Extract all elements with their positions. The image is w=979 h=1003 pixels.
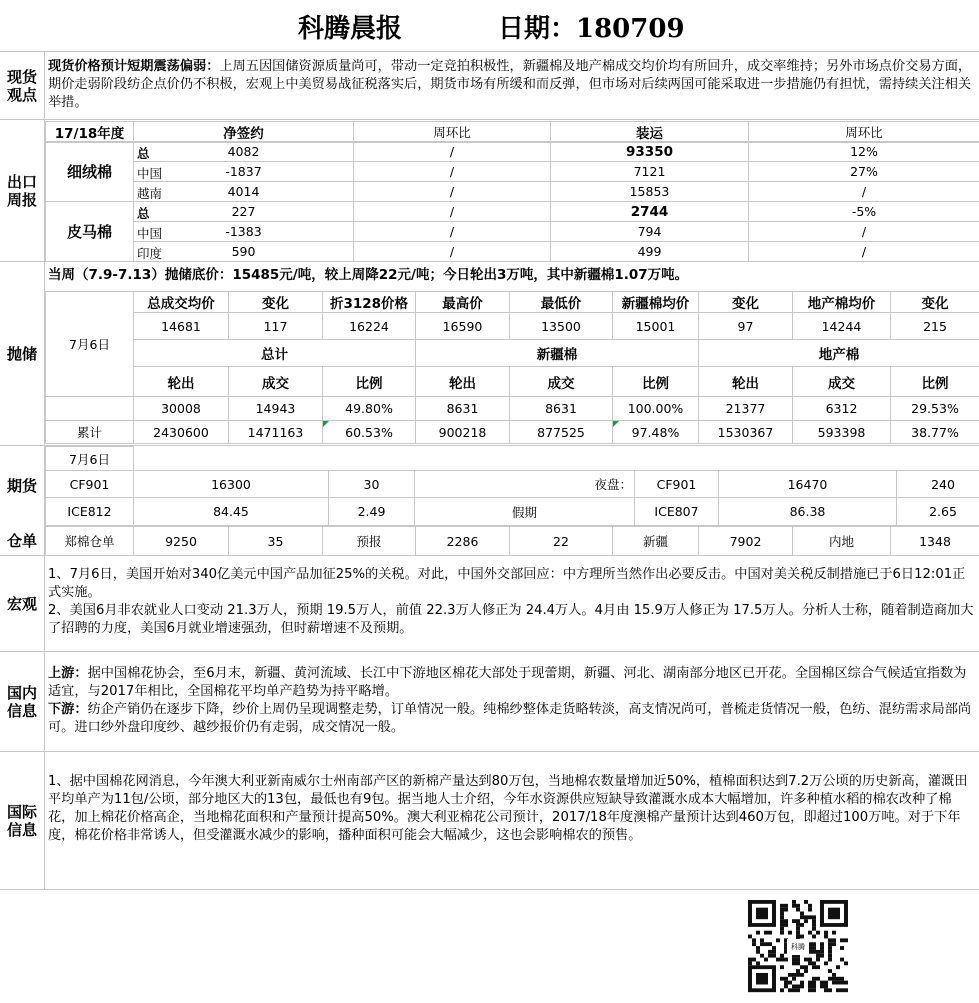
warehouse-cell: 22 [510, 527, 613, 556]
reserve-price-header: 变化 [229, 292, 323, 313]
futures-price: 86.38 [719, 498, 897, 526]
futures-label: 期货 [0, 446, 45, 526]
warehouse-cell: 35 [229, 527, 323, 556]
futures-change: 2.65 [897, 498, 979, 526]
futures-price: 84.45 [134, 498, 329, 526]
export-ship-wow: -5% [749, 202, 979, 222]
reserve-price-value: 15001 [613, 313, 699, 340]
reserve-label: 抛储 [0, 262, 45, 445]
reserve-group-row [46, 340, 979, 367]
export-ship-wow: 12% [749, 142, 979, 162]
reserve-price-header: 变化 [891, 292, 979, 313]
reserve-cum-value: 60.53% [323, 421, 416, 444]
report-date: 日期：180709 [498, 14, 685, 44]
futures-price: 16470 [719, 471, 897, 498]
export-header-net-wow: 周环比 [354, 122, 551, 143]
reserve-sub-header: 成交 [793, 367, 891, 397]
export-net-wow: / [354, 182, 551, 202]
reserve-summary: 当周（7.9-7.13）抛储底价：15485元/吨，较上周降22元/吨；今日轮出3万吨，其中新疆棉1.07万吨。 [48, 267, 689, 283]
export-net: -1383 [225, 224, 262, 239]
export-ship: 2744 [551, 202, 749, 222]
reserve-day-value: 29.53% [891, 397, 979, 421]
export-ship-wow: 27% [749, 162, 979, 182]
reserve-sub-header-row [46, 367, 979, 397]
export-region: 中国 [137, 226, 163, 241]
warehouse-cell: 9250 [134, 527, 229, 556]
reserve-cum-value: 2430600 [134, 421, 229, 444]
reserve-sub-header: 比例 [613, 367, 699, 397]
export-region: 中国 [137, 166, 163, 181]
export-region: 总 [137, 146, 150, 161]
futures-row-2 [46, 498, 979, 526]
futures-contract: ICE807 [635, 498, 719, 526]
reserve-day-value: 14943 [229, 397, 323, 421]
reserve-sub-header: 轮出 [134, 367, 229, 397]
reserve-cum-value: 877525 [510, 421, 613, 444]
futures-date: 7月6日 [46, 447, 134, 471]
reserve-day-value: 49.80% [323, 397, 416, 421]
table-row [46, 242, 979, 262]
spot-view-body: 上周五因国储资源质量尚可，带动一定竞拍积极性，新疆棉及地产棉成交均价均有所回升，成交率维持；另外市场点价交易方面，期价走弱阶段纺企点价仍不积极，宏观上中美贸易战征税落实后，期货市场有所缓和而反弹，但市场对后续两国可能采取进一步措施仍有担忧，需持续关注相关举措。 [48, 59, 972, 110]
reserve-group-total: 总计 [134, 340, 416, 367]
reserve-cum-value: 593398 [793, 421, 891, 444]
futures-price: 16300 [134, 471, 329, 498]
export-table [45, 121, 979, 143]
export-net-wow: / [354, 222, 551, 242]
table-row [46, 142, 979, 162]
reserve-table [45, 291, 979, 444]
night-session-label: 夜盘： [415, 471, 635, 498]
warehouse-cell: 新疆 [613, 527, 699, 556]
reserve-day-value: 21377 [699, 397, 793, 421]
warehouse-row [46, 527, 979, 556]
reserve-day-value: 8631 [416, 397, 510, 421]
futures-change: 2.49 [329, 498, 415, 526]
export-net-wow: / [354, 242, 551, 262]
export-ship-wow: / [749, 182, 979, 202]
macro-label: 宏观 [0, 556, 45, 651]
reserve-date: 7月6日 [46, 292, 134, 397]
reserve-cum-value: 1471163 [229, 421, 323, 444]
futures-contract: ICE812 [46, 498, 134, 526]
futures-contract: CF901 [46, 471, 134, 498]
reserve-price-header: 最高价 [416, 292, 510, 313]
export-net-wow: / [354, 202, 551, 222]
export-weekly-section [0, 120, 979, 262]
export-region: 印度 [137, 246, 163, 261]
reserve-day-value: 8631 [510, 397, 613, 421]
domestic-section [0, 652, 979, 752]
intl-section [0, 752, 979, 890]
export-net: 4082 [227, 144, 260, 159]
reserve-cum-value: 900218 [416, 421, 510, 444]
futures-contract: CF901 [635, 471, 719, 498]
macro-item-1: 1、7月6日，美国开始对340亿美元中国产品加征25%的关税。对此，中国外交部回应：中方理所当然作出必要反击。中国对美关税反制措施已于6日12:01正式实施。 [48, 567, 966, 600]
reserve-cum-value: 38.77% [891, 421, 979, 444]
reserve-cum-value: 97.48% [613, 421, 699, 444]
export-net: -1837 [225, 164, 262, 179]
reserve-group-local: 地产棉 [699, 340, 979, 367]
reserve-group-xinjiang: 新疆棉 [416, 340, 699, 367]
reserve-sub-header: 成交 [510, 367, 613, 397]
warehouse-cell: 预报 [323, 527, 416, 556]
export-ship: 7121 [551, 162, 749, 182]
reserve-price-value: 14681 [134, 313, 229, 340]
futures-date-row [46, 447, 979, 471]
export-net: 590 [231, 244, 256, 259]
futures-table [45, 446, 979, 526]
futures-row-1 [46, 471, 979, 498]
reserve-sub-header: 比例 [891, 367, 979, 397]
export-ship: 794 [551, 222, 749, 242]
table-row [46, 202, 979, 222]
export-ship-wow: / [749, 222, 979, 242]
report-header [0, 0, 979, 52]
export-ship: 93350 [551, 142, 749, 162]
domestic-label: 国内信息 [0, 652, 45, 751]
export-header-shipment: 装运 [551, 122, 749, 143]
reserve-day-value: 30008 [134, 397, 229, 421]
export-group-fine [45, 141, 979, 262]
reserve-sub-header: 轮出 [416, 367, 510, 397]
domestic-upstream: 上游：据中国棉花协会，至6月末，新疆、黄河流域、长江中下游地区棉花大部处于现蕾期，新疆、河北、湖南部分地区已开花。全国棉区综合气候适宜指数为适宜，与2017年相比，全国棉花平均单产趋势为持平略增。 [48, 666, 967, 699]
warehouse-cell: 1348 [891, 527, 979, 556]
reserve-price-header: 总成交均价 [134, 292, 229, 313]
reserve-day-row [46, 397, 979, 421]
export-region: 总 [137, 206, 150, 221]
reserve-price-header-row [46, 292, 979, 313]
spot-view-lead: 现货价格预计短期震荡偏弱： [48, 59, 220, 74]
export-group-name: 细绒棉 [46, 142, 134, 202]
export-ship: 499 [551, 242, 749, 262]
macro-section [0, 556, 979, 652]
reserve-day-value: 100.00% [613, 397, 699, 421]
export-net: 227 [231, 204, 256, 219]
warehouse-cell: 7902 [699, 527, 793, 556]
qr-code [745, 899, 851, 995]
reserve-price-header: 地产棉均价 [793, 292, 891, 313]
futures-section [0, 446, 979, 556]
spot-view-label: 现货观点 [0, 52, 45, 119]
export-region: 越南 [137, 186, 163, 201]
export-header-row [46, 122, 979, 143]
table-row [46, 222, 979, 242]
reserve-price-header: 变化 [699, 292, 793, 313]
holiday-note: 假期 [415, 498, 635, 526]
export-net-wow: / [354, 162, 551, 182]
futures-change: 240 [897, 471, 979, 498]
report-title: 科腾晨报 [298, 14, 403, 44]
reserve-price-value: 16590 [416, 313, 510, 340]
table-row [46, 182, 979, 202]
reserve-day-value: 6312 [793, 397, 891, 421]
reserve-cum-value: 1530367 [699, 421, 793, 444]
export-ship: 15853 [551, 182, 749, 202]
reserve-price-header: 新疆棉均价 [613, 292, 699, 313]
reserve-cum-row [46, 421, 979, 444]
warehouse-cell: 郑棉仓单 [46, 527, 134, 556]
reserve-price-value: 97 [699, 313, 793, 340]
export-net-wow: / [354, 142, 551, 162]
export-net: 4014 [227, 184, 260, 199]
macro-text [48, 566, 975, 638]
qr-caption: 科腾 [787, 939, 809, 955]
reserve-price-value: 13500 [510, 313, 613, 340]
spot-view-text [48, 58, 975, 112]
reserve-sub-header: 成交 [229, 367, 323, 397]
futures-change: 30 [329, 471, 415, 498]
reserve-price-value: 16224 [323, 313, 416, 340]
domestic-downstream: 下游：纺企产销仍在逐步下降，纱价上周仍呈现调整走势，订单情况一般。纯棉纱整体走货略转淡，高支情况尚可，普梳走货情况一般，色纺、混纺需求局部尚可。进口纱外盘印度纱、越纱报价仍有走弱，成交情况一般。 [48, 702, 972, 735]
reserve-section [0, 262, 979, 446]
warehouse-table [45, 526, 979, 556]
warehouse-label: 仓单 [0, 526, 45, 556]
export-ship-wow: / [749, 242, 979, 262]
reserve-price-value: 117 [229, 313, 323, 340]
reserve-price-header: 最低价 [510, 292, 613, 313]
domestic-text [48, 665, 975, 737]
reserve-price-header: 折3128价格 [323, 292, 416, 313]
reserve-sub-header: 比例 [323, 367, 416, 397]
intl-label: 国际信息 [0, 752, 45, 889]
reserve-price-value: 215 [891, 313, 979, 340]
macro-item-2: 2、美国6月非农就业人口变动 21.3万人，预期 19.5万人，前值 22.3万人修正为 24.4万人。4月由 15.9万人修正为 17.5万人。分析人士称，随着制造商加大了招聘的力度，美国6月就业增速强劲，但时薪增速不及预期。 [48, 603, 974, 636]
reserve-price-value: 14244 [793, 313, 891, 340]
reserve-sub-header: 轮出 [699, 367, 793, 397]
export-header-season: 17/18年度 [46, 122, 134, 143]
export-weekly-label: 出口周报 [0, 120, 45, 261]
export-group-name: 皮马棉 [46, 202, 134, 262]
warehouse-cell: 内地 [793, 527, 891, 556]
intl-text: 1、据中国棉花网消息，今年澳大利亚新南威尔士州南部产区的新棉产量达到80万包，当地棉农数量增加近50%，植棉面积达到7.2万公顷的历史新高，灌溉田平均单产为11包/公顷，部分地区大的13包，最低也有9包。据当地人士介绍，今年水资源供应短缺导致灌溉水成本大幅增加，许多种植水稻的棉农改种了棉花，加上棉花价格高企，当地棉花面积和产量预计提高50%。澳大利亚棉花公司预计，2017/18年度澳棉产量预计达到460万包，即超过100万吨。对于下年度，棉花价格非常诱人，但受灌溉水减少的影响，播种面积可能会大幅减少，这也会影响棉农的预售。 [48, 774, 968, 843]
export-header-ship-wow: 周环比 [749, 122, 979, 143]
reserve-cum-label: 累计 [46, 421, 134, 444]
reserve-price-value-row [46, 313, 979, 340]
warehouse-cell: 2286 [416, 527, 510, 556]
table-row [46, 162, 979, 182]
export-header-net: 净签约 [134, 122, 354, 143]
spot-view-section [0, 52, 979, 120]
